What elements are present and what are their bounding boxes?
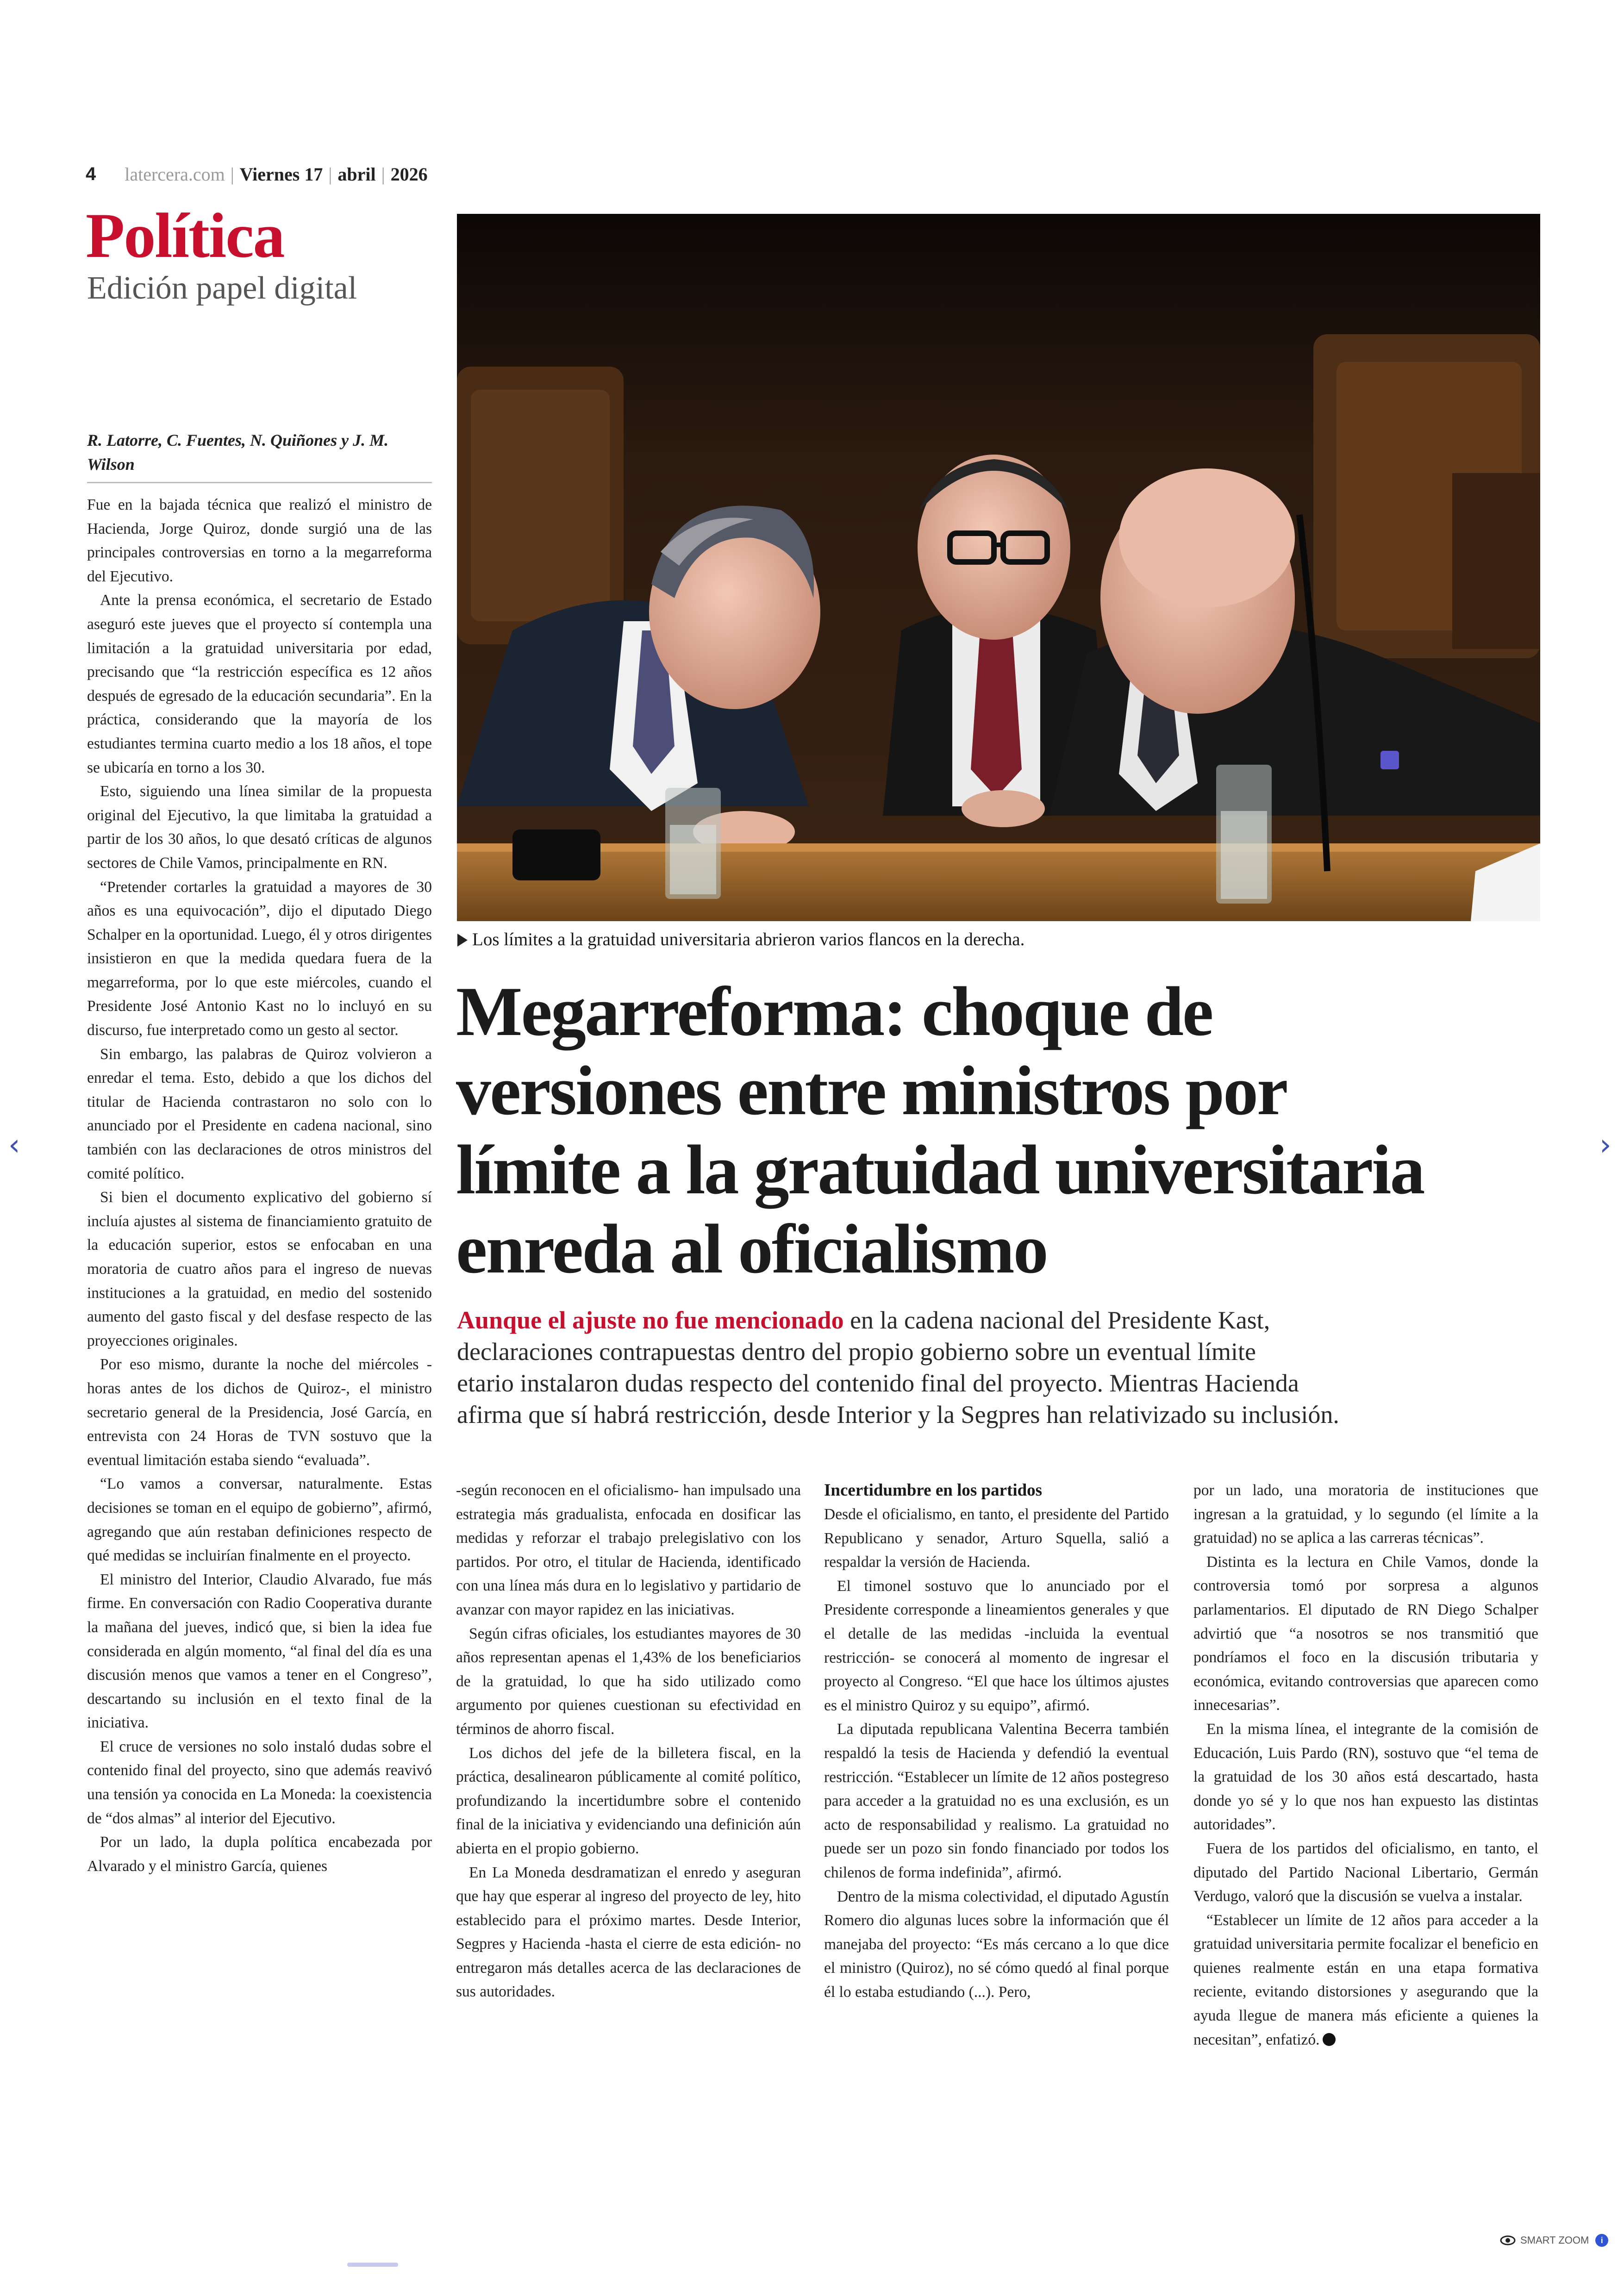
caption-text: Los límites a la gratuidad universitaria abrieron varios flancos en la derecha.	[472, 929, 1025, 949]
next-page-button[interactable]	[1599, 1130, 1612, 1160]
headline-line: Megarreforma: choque de	[456, 973, 1212, 1050]
paragraph: En la misma línea, el integrante de la comisión de Educación, Luis Pardo (RN), sostuvo que “el tema de la gratuidad de los 30 años está descartado, hasta donde yo sé y lo que nos han expuesto las distintas autoridades”.	[1193, 1720, 1538, 1834]
chevron-left-icon: ‹	[8, 1128, 20, 1162]
caption-arrow-icon	[457, 934, 468, 947]
paragraph: El cruce de versiones no solo instaló dudas sobre el contenido final del proyecto, sino que además reavivó una tensión ya conocida en La Moneda: la coexistencia de “dos almas” al interior del Ejecutivo.	[87, 1738, 432, 1827]
paragraph: Los dichos del jefe de la billetera fiscal, en la práctica, desalinearon públicamente al comité político, profundizando la incertidumbre sobre el contenido final de la iniciativa y evidenciando una definición aún abierta en el propio gobierno.	[456, 1744, 801, 1857]
prev-page-button[interactable]	[8, 1130, 20, 1160]
paragraph: Por eso mismo, durante la noche del miércoles -horas antes de los dichos de Quiroz-, el ministro secretario general de la Presidencia, José García, en entrevista con 24 Horas de TVN sostuvo que la eventual limitación estaba siendo “evaluada”.	[87, 1356, 432, 1469]
paragraph: Desde el oficialismo, en tanto, el presidente del Partido Republicano y senador, Arturo Squella, salió a respaldar la versión de Hacienda.	[824, 1506, 1169, 1571]
byline: R. Latorre, C. Fuentes, N. Quiñones y J. M. Wilson	[87, 428, 432, 483]
headline-line: enreda al oficialismo	[456, 1210, 1047, 1288]
paragraph: “Pretender cortarles la gratuidad a mayores de 30 años es una equivocación”, dijo el diputado Diego Schalper en la oportunidad. Luego, él y otros dirigentes insistieron en que la medida quedara fuera de la megarreforma, por lo que este miércoles, cuando el Presidente José Antonio Kast no lo incluyó en su discurso, fue interpretado como un gesto al sector.	[87, 878, 432, 1039]
paragraph: “Establecer un límite de 12 años para acceder a la gratuidad universitaria permite focalizar el beneficio en quienes realmente están en una etapa formativa reciente, evitando distorsiones y asegurando que la ayuda llegue de manera más eficiente a quienes la necesitan”, enfatizó.	[1193, 1908, 1538, 2052]
site-name: latercera.com	[125, 163, 225, 185]
paragraph: La diputada republicana Valentina Becerra también respaldó la tesis de Hacienda y defendió la eventual restricción. “Establecer un límite de 12 años postegreso para acceder a la gratuidad no es una exclusión, es un acto de responsabilidad y realismo. La gratuidad no puede ser un pozo sin fondo financiado por todos los chilenos de forma indefinida”, afirmó.	[824, 1721, 1169, 1881]
deck-text: declaraciones contrapuestas dentro del propio gobierno sobre un eventual límite	[457, 1338, 1256, 1366]
smart-zoom-button[interactable]	[1500, 2229, 1608, 2252]
paragraph: El ministro del Interior, Claudio Alvarado, fue más firme. En conversación con Radio Cooperativa durante la mañana del jueves, indicó que, si bien la idea fue considerada en algún momento, “al final del día es una discusión menos que vamos a tener en el Congreso”, descartando su inclusión en el texto final de la iniciativa.	[87, 1571, 432, 1732]
paragraph: El timonel sostuvo que lo anunciado por el Presidente corresponde a lineamientos generales y que el detalle de las medidas -incluida la eventual restricción- se conocerá al momento de ingresar el proyecto al Congreso. “El que hace los últimos ajustes es el ministro Quiroz y su equipo”, afirmó.	[824, 1577, 1169, 1714]
paragraph: Fue en la bajada técnica que realizó el ministro de Hacienda, Jorge Quiroz, donde surgió una de las principales controversias en torno a la megarreforma del Ejecutivo.	[87, 496, 432, 585]
issue-year: 2026	[390, 163, 428, 185]
chevron-right-icon: ›	[1599, 1128, 1612, 1162]
horizontal-scrollbar[interactable]	[347, 2263, 398, 2267]
deck-lead: Aunque el ajuste no fue mencionado	[457, 1306, 844, 1334]
article-column-2	[456, 1478, 801, 2004]
article-photo	[457, 214, 1540, 921]
photo-caption	[457, 927, 1024, 953]
article-column-3	[824, 1478, 1169, 2004]
article-column-4	[1193, 1478, 1538, 2052]
page-number: 4	[86, 163, 96, 184]
page-header: 4 latercera.com | Viernes 17 | abril | 2026	[86, 163, 428, 185]
paragraph: En La Moneda desdramatizan el enredo y aseguran que hay que esperar al ingreso del proyecto de ley, hito establecido para el próximo martes. Desde Interior, Segpres y Hacienda -hasta el cierre de esta edición- no entregaron más detalles acerca de las declaraciones de sus autoridades.	[456, 1864, 801, 2001]
paragraph: Ante la prensa económica, el secretario de Estado aseguró este jueves que el proyecto sí contempla una limitación a la gratuidad universitaria por edad, precisando que “la restricción específica es 12 años después de egresado de la educación secundaria”. En la práctica, considerando que la mayoría de los estudiantes termina cuarto medio a los 18 años, el tope se ubicaría en torno a los 30.	[87, 592, 432, 776]
deck-text: afirma que sí habrá restricción, desde Interior y la Segpres han relativizado su inclusión.	[457, 1401, 1339, 1428]
paragraph: Esto, siguiendo una línea similar de la propuesta original del Ejecutivo, la que limitaba la gratuidad a partir de los 30 años, lo que desató críticas de algunos sectores de Chile Vamos, principalmente en RN.	[87, 783, 432, 872]
paragraph: “Lo vamos a conversar, naturalmente. Estas decisiones se toman en el equipo de gobierno”, afirmó, agregando que aún restaban definiciones respecto de qué medidas se incluirían finalmente en el proyecto.	[87, 1475, 432, 1565]
section-title: Política	[86, 200, 284, 271]
issue-day: Viernes 17	[239, 163, 323, 185]
paragraph: Si bien el documento explicativo del gobierno sí incluía ajustes al sistema de financiamiento gratuito de la educación superior, estos se enfocaban en una moratoria de cuatro años para el ingreso de nuevas instituciones a la gratuidad, en medio del sostenido aumento del gasto fiscal y del desfase respecto de las proyecciones originales.	[87, 1189, 432, 1349]
eye-icon	[1500, 2235, 1516, 2245]
headline-line: límite a la gratuidad universitaria	[456, 1131, 1424, 1209]
deck-text: etario instalaron dudas respecto del contenido final del proyecto. Mientras Hacienda	[457, 1369, 1299, 1397]
paragraph: por un lado, una moratoria de instituciones que ingresan a la gratuidad, y lo segundo (el límite a la gratuidad) no se aplica a las carreras técnicas”.	[1193, 1482, 1538, 1547]
paragraph: Distinta es la lectura en Chile Vamos, donde la controversia tomó por sorpresa a algunos parlamentarios. El diputado de RN Diego Schalper advirtió que “a nosotros se nos transmitió que pondríamos el foco en la discusión tributaria y económica, evitando controversias que aparecen como innecesarias”.	[1193, 1553, 1538, 1714]
paragraph: Fuera de los partidos del oficialismo, en tanto, el diputado del Partido Nacional Libertario, Germán Verdugo, valoró que la discusión se vuelva a instalar.	[1193, 1840, 1538, 1905]
paragraph: Sin embargo, las palabras de Quiroz volvieron a enredar el tema. Esto, debido a que los dichos del titular de Hacienda contrastaron no solo con lo anunciado por el Presidente en cadena nacional, sino también con las declaraciones de otros ministros del comité político.	[87, 1045, 432, 1182]
paragraph: Dentro de la misma colectividad, el diputado Agustín Romero dio algunas luces sobre la información que él manejaba del proyecto: “Es más cercano a lo que dice el ministro (Quiroz), no sé cómo quedó al final porque él lo estaba estudiando (...). Pero,	[824, 1888, 1169, 2001]
paragraph: -según reconocen en el oficialismo- han impulsado una estrategia más gradualista, enfocada en dosificar las medidas y reforzar el trabajo prelegislativo con los partidos. Por otro, el titular de Hacienda, identificado con una línea más dura en lo legislativo y partidario de avanzar con mayor rapidez en las iniciativas.	[456, 1482, 801, 1618]
deck-text: en la cadena nacional del Presidente Kast,	[843, 1306, 1270, 1334]
subheading: Incertidumbre en los partidos	[824, 1481, 1043, 1500]
section-subtitle: Edición papel digital	[87, 270, 357, 306]
paragraph: Por un lado, la dupla política encabezada por Alvarado y el ministro García, quienes	[87, 1834, 432, 1875]
article-headline	[456, 972, 1567, 1289]
ministers-photo-illustration	[457, 214, 1540, 921]
article-column-1	[87, 493, 432, 1878]
paragraph: Según cifras oficiales, los estudiantes mayores de 30 años representan apenas el 1,43% de los beneficiarios de la gratuidad, lo que ha sido utilizado como argumento por quienes cuestionan su efectividad en términos de ahorro fiscal.	[456, 1625, 801, 1738]
headline-line: versiones entre ministros por	[456, 1052, 1287, 1129]
info-icon: i	[1595, 2234, 1608, 2247]
article-deck	[457, 1304, 1568, 1430]
smart-zoom-label: SMART ZOOM	[1520, 2234, 1589, 2246]
issue-month: abril	[337, 163, 376, 185]
